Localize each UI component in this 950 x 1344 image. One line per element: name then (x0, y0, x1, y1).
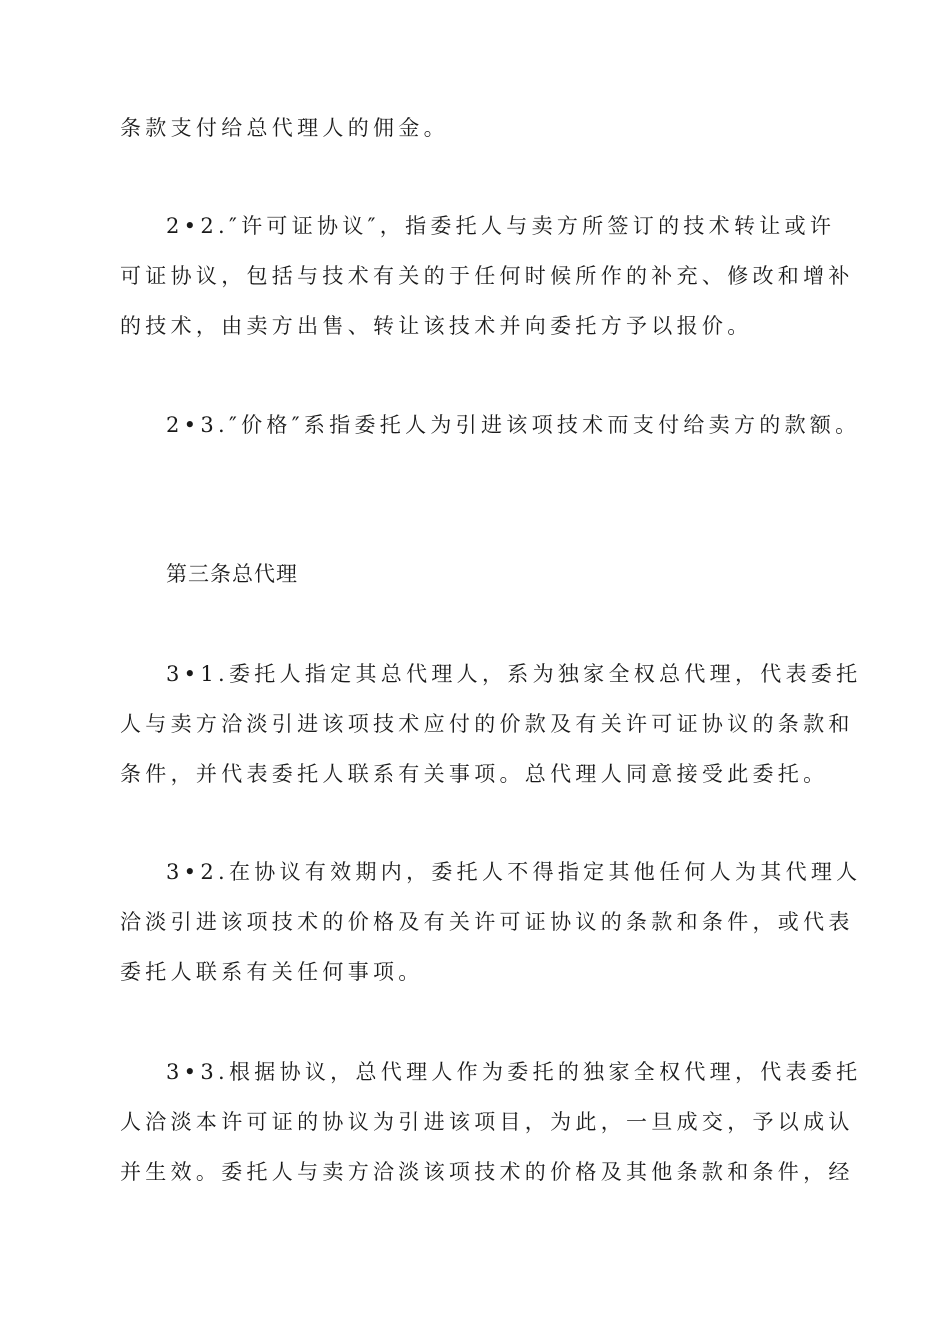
paragraph-continuation-line-1: 条款支付给总代理人的佣金。 (120, 116, 449, 140)
clause-2-2-line-3: 的技术，由卖方出售、转让该技术并向委托方予以报价。 (120, 314, 753, 338)
clause-2-3-line-1: 2•3.″价格″系指委托人为引进该项技术而支付给卖方的款额。 (166, 413, 861, 437)
clause-3-1-line-3: 条件，并代表委托人联系有关事项。总代理人同意接受此委托。 (120, 762, 829, 786)
clause-3-1-line-1: 3•1.委托人指定其总代理人，系为独家全权总代理，代表委托 (166, 662, 862, 686)
clause-2-2-line-2: 可证协议，包括与技术有关的于任何时候所作的补充、修改和增补 (120, 264, 854, 288)
clause-3-1-line-2: 人与卖方洽淡引进该项技术应付的价款及有关许可证协议的条款和 (120, 712, 854, 736)
clause-3-2-line-1: 3•2.在协议有效期内，委托人不得指定其他任何人为其代理人 (166, 860, 862, 884)
article-3-heading: 第三条总代理 (166, 562, 298, 586)
clause-3-2-line-2: 洽淡引进该项技术的价格及有关许可证协议的条款和条件，或代表 (120, 910, 854, 934)
clause-3-3-line-2: 人洽淡本许可证的协议为引进该项目，为此，一旦成交，予以成认 (120, 1110, 854, 1134)
clause-3-3-line-1: 3•3.根据协议，总代理人作为委托的独家全权代理，代表委托 (166, 1060, 862, 1084)
clause-3-2-line-3: 委托人联系有关任何事项。 (120, 960, 424, 984)
clause-2-2-line-1: 2•2.″许可证协议″，指委托人与卖方所签订的技术转让或许 (166, 214, 836, 238)
clause-3-3-line-3: 并生效。委托人与卖方洽淡该项技术的价格及其他条款和条件，经 (120, 1160, 854, 1184)
